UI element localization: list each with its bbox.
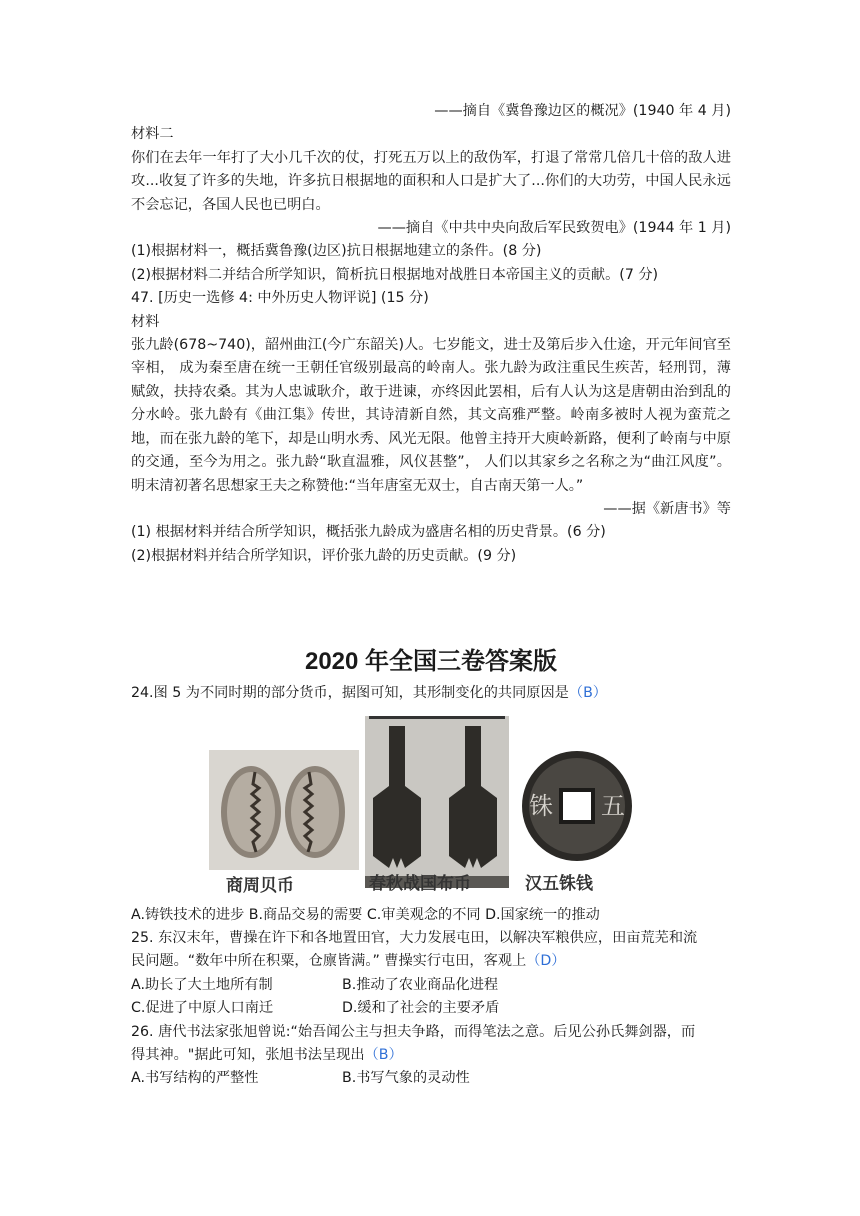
- material2-source: ——摘自《中共中央向敌后军民致贺电》(1944 年 1 月): [377, 220, 731, 237]
- caption-wuzhu-coin: 汉五铢钱: [525, 873, 593, 894]
- question-25-text-line2: [131, 950, 731, 973]
- question-46-1: (1)根据材料一，概括冀鲁豫(边区)抗日根据地建立的条件。(8 分): [131, 243, 542, 260]
- shell-currency-image: [209, 750, 359, 870]
- question-47-2: (2)根据材料并结合所学知识，评价张九龄的历史贡献。(9 分): [131, 547, 517, 564]
- question-26-option-a: A.书写结构的严整性: [131, 1070, 259, 1087]
- caption-shell-currency: 商周贝币: [226, 875, 294, 896]
- question-26-text-line2: [131, 1044, 731, 1067]
- question-25-text: 民问题。“数年中所在积粟，仓廪皆满。” 曹操实行屯田，客观上: [131, 953, 527, 970]
- question-25-option-d: D.缓和了社会的主要矛盾: [342, 1000, 500, 1017]
- answer-section-title: 2020 年全国三卷答案版: [304, 648, 558, 676]
- question-24-answer: （B）: [568, 685, 607, 702]
- document-page: [131, 100, 731, 1091]
- question-47-heading: 47. [历史一选修 4: 中外历史人物评说] (15 分): [131, 290, 429, 307]
- question-47-1: (1) 根据材料并结合所学知识，概括张九龄成为盛唐名相的历史背景。(6 分): [131, 524, 606, 541]
- question-25-answer: （D）: [526, 953, 566, 970]
- material2-text: 你们在去年一年打了大小几千次的仗，打死五万以上的敌伪军，打退了常常几倍几十倍的敌人进攻...收复了许多的失地，许多抗日根据地的面积和人口是扩大了...你们的大功劳，中国人民永远不会忘记，各国人民也已明白。: [131, 149, 731, 213]
- currency-figure: [131, 710, 731, 902]
- wuzhu-coin-image: [517, 746, 637, 866]
- coin-character-zhu: 铢: [529, 791, 553, 820]
- question-25-text-line1: 25. 东汉末年，曹操在许下和各地置田官，大力发展屯田，以解决军粮供应，田亩荒芜和流: [131, 929, 698, 946]
- question-46-2: (2)根据材料二并结合所学知识，简析抗日根据地对战胜日本帝国主义的贡献。(7 分): [131, 266, 659, 283]
- question-47-material-label: 材料: [131, 313, 160, 330]
- question-25-option-a: A.助长了大土地所有制: [131, 976, 273, 993]
- question-24-options: A.铸铁技术的进步 B.商品交易的需要 C.审美观念的不同 D.国家统一的推动: [131, 906, 600, 923]
- question-25-option-c: C.促进了中原人口南迁: [131, 1000, 274, 1017]
- question-26-text: 得其神。"据此可知，张旭书法呈现出: [131, 1046, 365, 1063]
- question-47-source: ——据《新唐书》等: [603, 500, 731, 517]
- question-24: [131, 682, 731, 705]
- question-26-text-line1: 26. 唐代书法家张旭曾说:“始吾闻公主与担夫争路，而得笔法之意。后见公孙氏舞剑器，而: [131, 1023, 696, 1040]
- question-47-material-text: 张九龄(678~740)，韶州曲江(今广东韶关)人。七岁能文，进士及第后步入仕途，开元年间官至宰相， 成为秦至唐在统一王朝任官级别最高的岭南人。张九龄为政注重民生疾苦，轻刑罚，薄赋敛，扶持农桑。其为人忠诚耿介，敢于进谏，亦终因此罢相，后有人认为这是唐朝由治到乱的分水岭。张九龄有《曲江集》传世，其诗清新自然，其文高雅严整。岭南多被时人视为蛮荒之地，而在张九龄的笔下，却是山明水秀、风光无限。他曾主持开大庾岭新路，便利了岭南与中原的交通，至今为用之。张九龄“耿直温雅，风仪甚整”， 人们以其家乡之名称之为“曲江风度”。明末清初著名思想家王夫之称赞他:“当年唐室无双士，自古南天第一人。”: [131, 337, 731, 494]
- material1-source: ——摘自《冀鲁豫边区的概况》(1940 年 4 月): [434, 103, 731, 119]
- material2-label: 材料二: [131, 126, 174, 143]
- question-24-text: 24.图 5 为不同时期的部分货币，据图可知，其形制变化的共同原因是: [131, 685, 569, 702]
- question-26-option-b: B.书写气象的灵动性: [342, 1070, 470, 1087]
- spade-currency-image: [365, 716, 509, 888]
- question-25-options-row2: [131, 997, 731, 1020]
- question-25-options-row1: [131, 974, 731, 997]
- caption-spade-currency: 春秋战国布币: [369, 873, 471, 894]
- question-25-option-b: B.推动了农业商品化进程: [342, 976, 499, 993]
- coin-character-wu: 五: [601, 791, 625, 820]
- question-26-options-row1: [131, 1067, 731, 1090]
- question-26-answer: （B）: [364, 1046, 403, 1063]
